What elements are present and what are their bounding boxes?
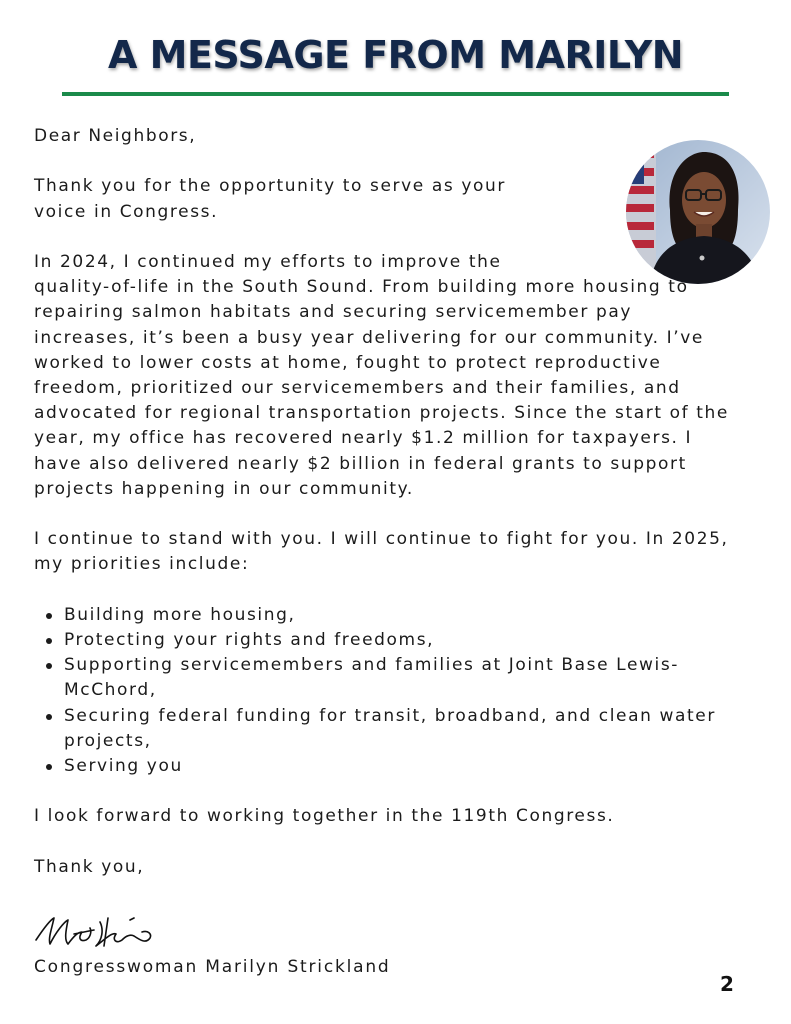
handwritten-signature	[34, 910, 154, 956]
list-item: Building more housing,	[34, 603, 734, 628]
page-number: 2	[720, 972, 734, 996]
paragraph-accomplishments-lead: In 2024, I continued my efforts to improve the	[34, 251, 502, 272]
greeting: Dear Neighbors,	[34, 126, 197, 146]
paragraph-accomplishments	[34, 250, 734, 502]
signature-name: Congresswoman Marilyn Strickland	[34, 957, 391, 977]
paragraph-intro: Thank you for the opportunity to serve as your voice in Congress.	[34, 176, 506, 222]
closing: Thank you,	[34, 856, 145, 877]
list-item: Supporting servicemembers and families at Joint Base Lewis-McChord,	[34, 653, 734, 703]
list-item: Securing federal funding for transit, broadband, and clean water projects,	[34, 704, 734, 754]
list-item: Protecting your rights and freedoms,	[34, 628, 734, 653]
letter-body	[34, 124, 734, 905]
page-title: A MESSAGE FROM MARILYN	[107, 33, 684, 77]
title-divider	[62, 92, 729, 96]
priorities-list	[34, 603, 734, 779]
paragraph-accomplishments-rest: quality-of-life in the South Sound. From building more housing to repairing salmon habitats and securing servicemember pay increases, it’s been a busy year delivering for our community. I’ve worked to lower costs at home, fought to protect reproductive freedom, prioritized our servicemembers and their families, and advocated for regional transportation projects. Since the start of the year, my office has recovered nearly $1.2 million for taxpayers. I have also delivered nearly $2 billion in federal grants to support projects happening in our community.	[34, 277, 729, 499]
list-item: Serving you	[34, 754, 734, 779]
paragraph-closing-remark: I look forward to working together in the 119th Congress.	[34, 806, 615, 827]
paragraph-priorities-intro: I continue to stand with you. I will continue to fight for you. In 2025, my priorities include:	[34, 529, 729, 575]
